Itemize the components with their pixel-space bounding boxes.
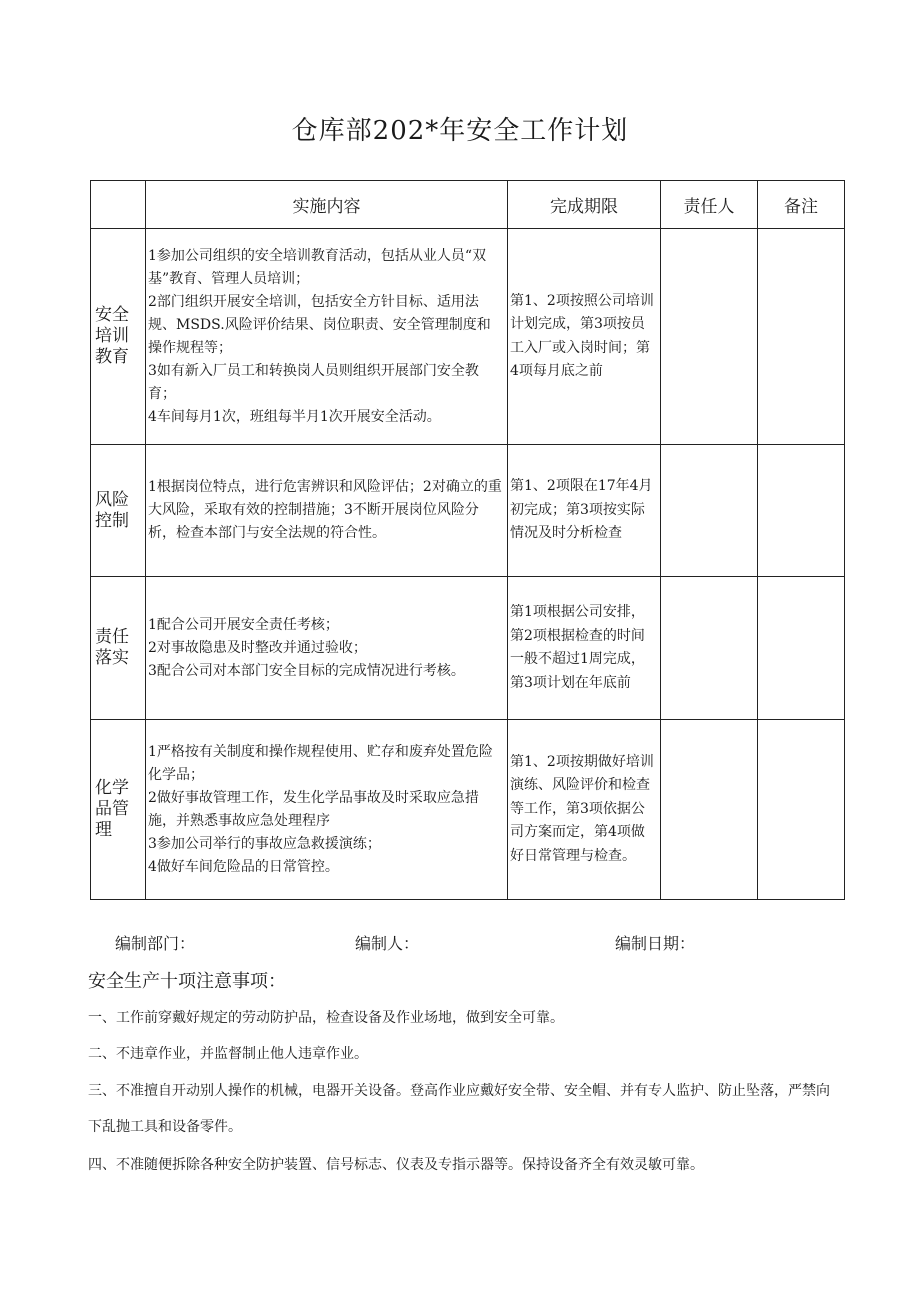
deadline-line: 第1、2项按期做好培训演练、风险评价和检查等工作，第3项依据公司方案而定，第4项做好日常管理与检查。 <box>510 753 654 864</box>
deadline-line: 第1项根据公司安排， <box>510 604 645 620</box>
deadline-line: 第1、2项按照公司培训计划完成，第3项按员工入厂或入岗时间；第4项每月底之前 <box>510 292 654 379</box>
header-category <box>91 181 146 229</box>
safety-plan-table <box>90 180 845 900</box>
deadline-line: 第3项计划在年底前 <box>510 674 631 691</box>
row-owner <box>661 720 758 900</box>
table-row <box>91 577 845 720</box>
row-owner <box>661 445 758 577</box>
notice-item: 四、不准随便拆除各种安全防护装置、信号标志、仪表及专指示器等。保持设备齐全有效灵敏可靠。 <box>88 1157 704 1173</box>
notice-item: 二、不违章作业，并监督制止他人违章作业。 <box>88 1046 368 1062</box>
content-line: 2做好事故管理工作，发生化学品事故及时采取应急措施，并熟悉事故应急处理程序 <box>148 789 479 829</box>
deadline-line: 第2项根据检查的时间一般不超过1周完成， <box>510 627 645 667</box>
row-category: 风险控制 <box>91 445 146 577</box>
content-line: 3配合公司对本部门安全目标的完成情况进行考核。 <box>148 662 465 679</box>
notice-item: 一、工作前穿戴好规定的劳动防护品，检查设备及作业场地，做到安全可靠。 <box>88 1010 564 1026</box>
notice-item: 三、不准擅自开动别人操作的机械，电器开关设备。登高作业应戴好安全带、安全帽、并有专人监护、防止坠落，严禁向下乱抛工具和设备零件。 <box>88 1083 830 1135</box>
compiling-department-label: 编制部门： <box>115 934 196 953</box>
row-deadline <box>508 720 661 900</box>
row-category: 责任落实 <box>91 577 146 720</box>
row-remark <box>758 229 845 445</box>
table-row <box>91 720 845 900</box>
table-row <box>91 229 845 445</box>
row-remark <box>758 720 845 900</box>
content-line: 1根据岗位特点，进行危害辨识和风险评估；2对确立的重大风险，采取有效的控制措施；3不断开展岗位风险分析，检查本部门与安全法规的符合性。 <box>148 479 502 541</box>
content-line: 1参加公司组织的安全培训教育活动，包括从业人员“双基”教育、管理人员培训； <box>148 247 487 287</box>
content-line: 4做好车间危险品的日常管控。 <box>148 858 339 875</box>
row-content <box>146 720 508 900</box>
content-line: 2对事故隐患及时整改并通过验收； <box>148 639 367 656</box>
notices-title: 安全生产十项注意事项： <box>88 971 286 992</box>
row-owner <box>661 229 758 445</box>
row-content <box>146 445 508 577</box>
row-deadline <box>508 445 661 577</box>
content-line: 1配合公司开展安全责任考核； <box>148 616 339 633</box>
header-deadline: 完成期限 <box>508 181 661 229</box>
content-line: 2部门组织开展安全培训，包括安全方针目标、适用法规、MSDS.风险评价结果、岗位职责、安全管理制度和操作规程等； <box>148 293 491 356</box>
header-content: 实施内容 <box>146 181 508 229</box>
header-remark: 备注 <box>758 181 845 229</box>
document-title: 仓库部202*年安全工作计划 <box>291 116 629 146</box>
content-line: 4车间每月1次，班组每半月1次开展安全活动。 <box>148 408 441 425</box>
row-content <box>146 229 508 445</box>
content-line: 3参加公司举行的事故应急救援演练； <box>148 835 381 852</box>
row-content <box>146 577 508 720</box>
table-row <box>91 445 845 577</box>
compiler-label: 编制人： <box>355 934 420 953</box>
content-line: 1严格按有关制度和操作规程使用、贮存和废弃处置危险化学品； <box>148 743 493 783</box>
row-remark <box>758 445 845 577</box>
row-owner <box>661 577 758 720</box>
table-header-row <box>91 181 845 229</box>
compile-date-label: 编制日期： <box>615 934 696 953</box>
row-category: 安全培训教育 <box>91 229 146 445</box>
content-line: 3如有新入厂员工和转换岗人员则组织开展部门安全教育； <box>148 362 479 402</box>
header-owner: 责任人 <box>661 181 758 229</box>
row-deadline <box>508 229 661 445</box>
row-category: 化学品管理 <box>91 720 146 900</box>
deadline-line: 第1、2项限在17年4月初完成；第3项按实际情况及时分析检查 <box>510 478 653 542</box>
row-remark <box>758 577 845 720</box>
row-deadline <box>508 577 661 720</box>
